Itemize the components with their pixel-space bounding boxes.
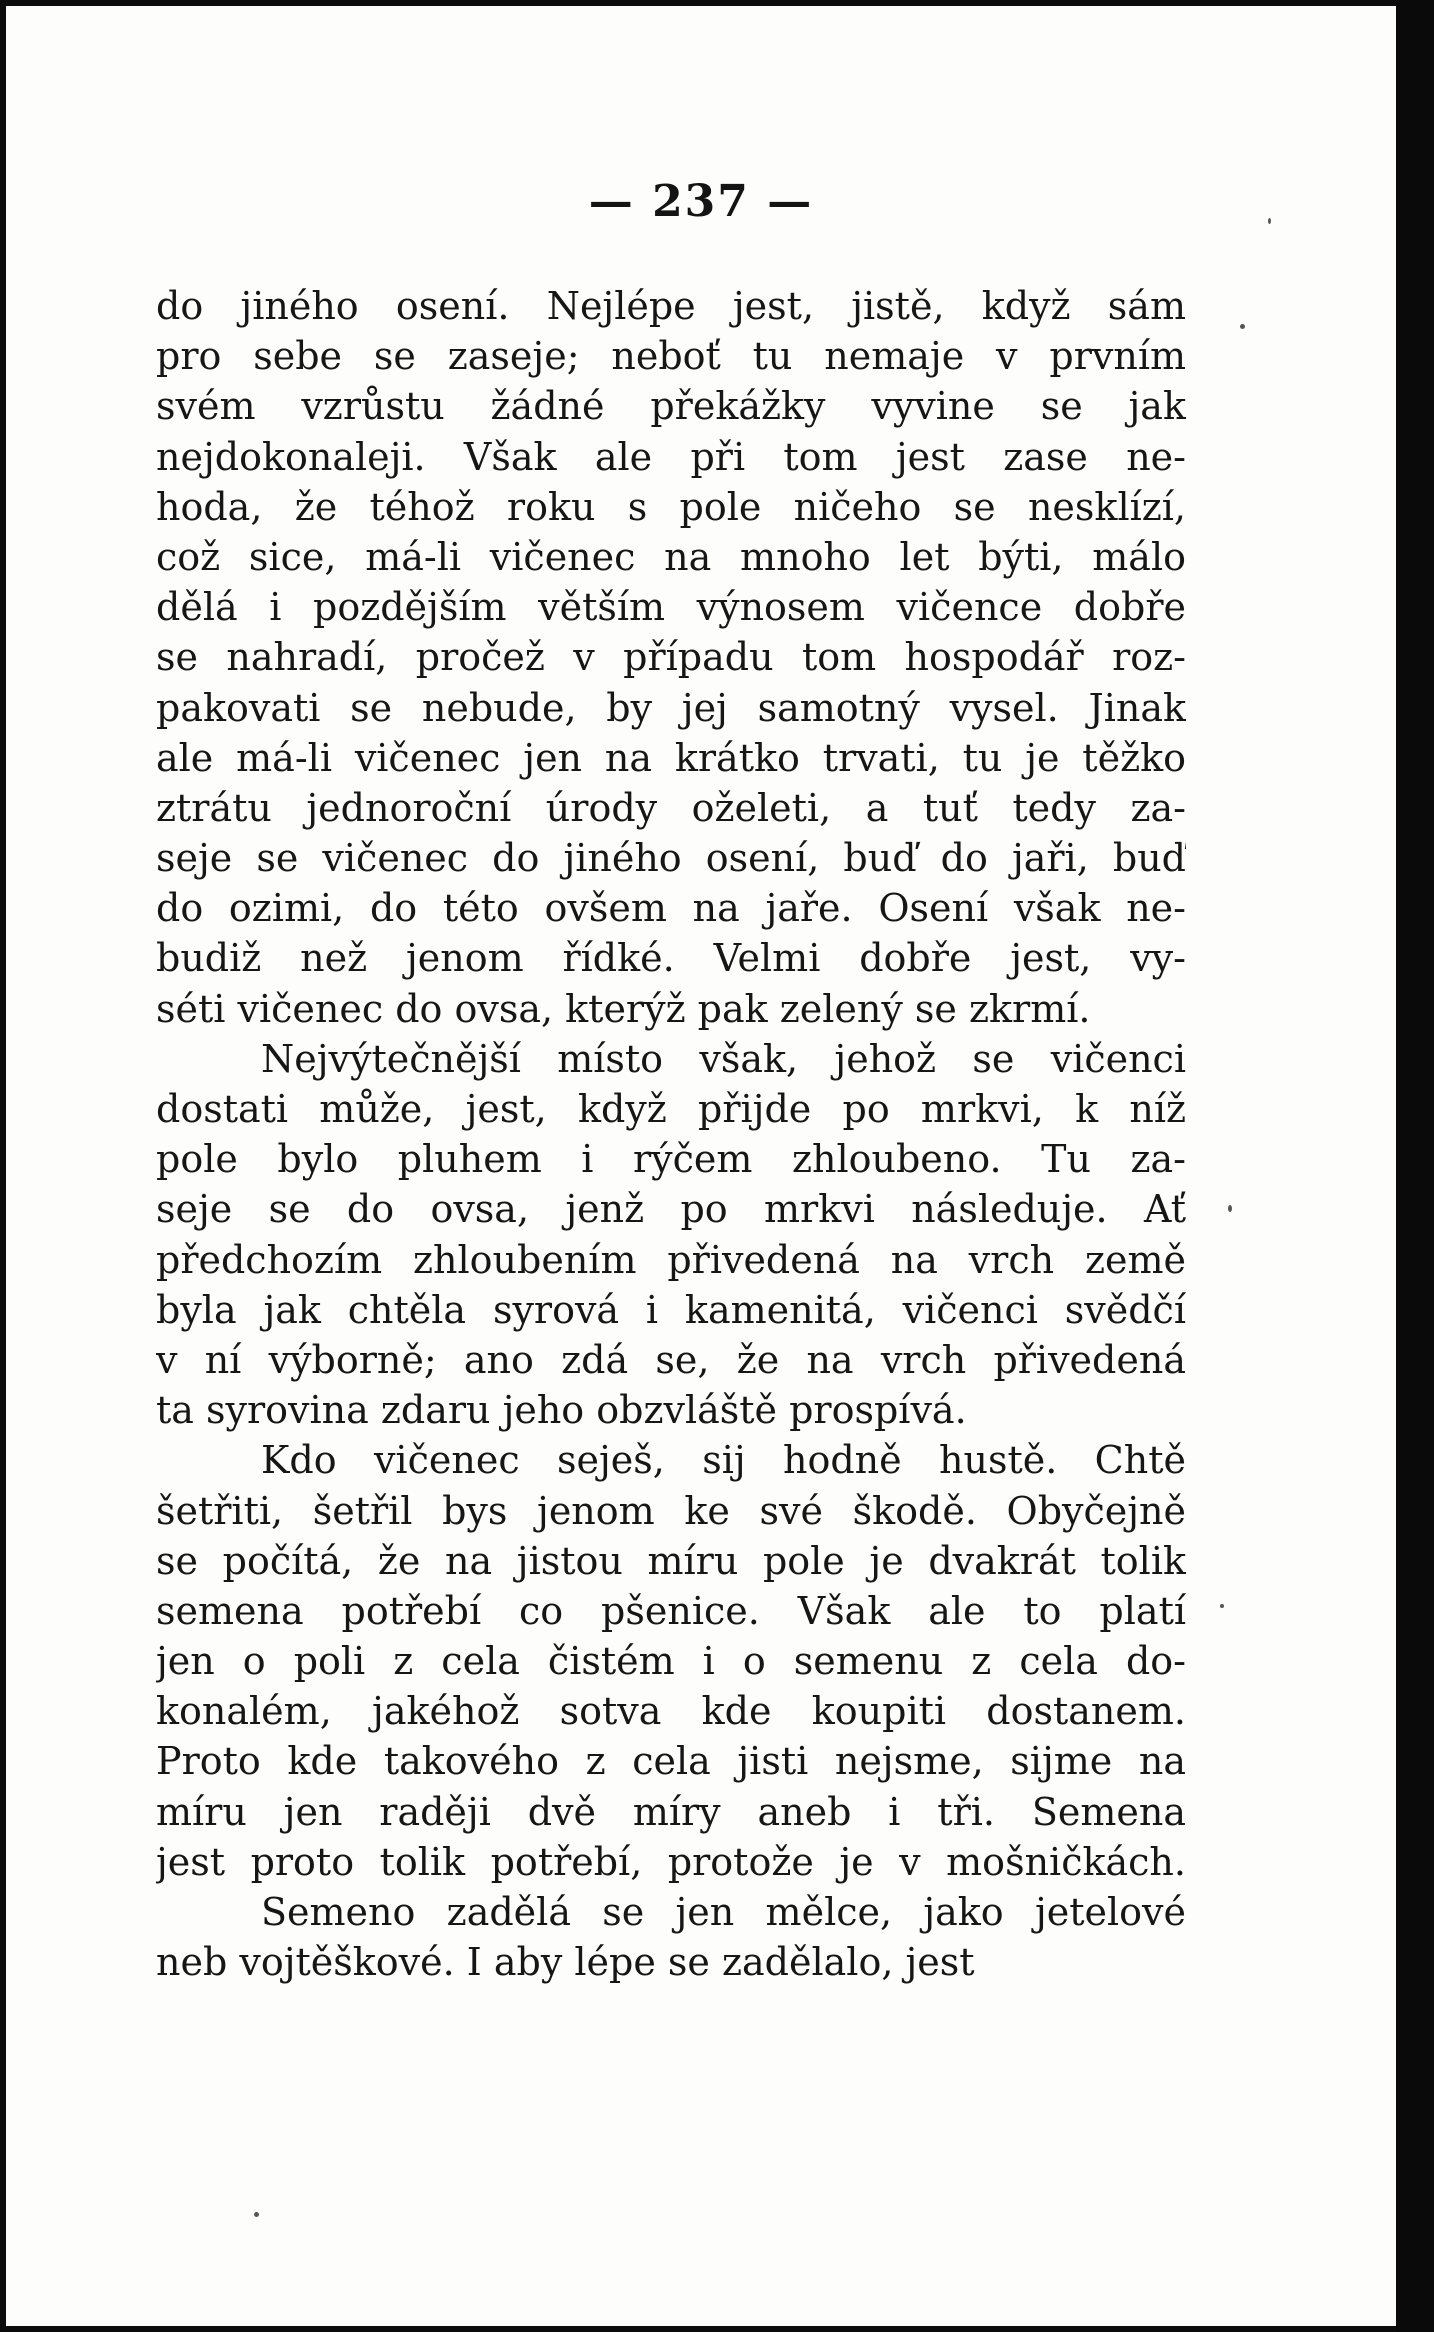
paper-speck <box>1268 218 1271 224</box>
text-line: ta syrovina zdaru jeho obzvláště prospívá. <box>156 1388 967 1433</box>
text-line: dostati může, jest, když přijde po mrkvi, k níž <box>156 1087 1186 1131</box>
paper-speck <box>1228 1205 1232 1212</box>
text-line: což sice, má-li vičenec na mnoho let býti, málo <box>156 534 1186 579</box>
text-line: seje se do ovsa, jenž po mrkvi následuje. Ať <box>156 1187 1186 1232</box>
text-line: ztrátu jednoroční úrody oželeti, a tuť tedy za- <box>156 785 1186 830</box>
text-line: seje se vičenec do jiného osení, buď do jaři, buď <box>156 836 1186 881</box>
body-text <box>156 281 1186 1987</box>
text-line: míru jen raději dvě míry aneb i tři. Semena <box>156 1789 1186 1834</box>
text-line: semena potřebí co pšenice. Však ale to platí <box>156 1588 1186 1633</box>
text-line: dělá i pozdějším větším výnosem vičence dobře <box>156 585 1186 630</box>
text-line: šetřiti, šetřil bys jenom ke své škodě. Obyčejně <box>156 1488 1186 1533</box>
text-line: Semeno zadělá se jen mělce, jako jetelové <box>261 1890 1186 1934</box>
text-line: ale má-li vičenec jen na krátko trvati, tu je těžko <box>156 735 1186 780</box>
text-line: séti vičenec do ovsa, kterýž pak zelený se zkrmí. <box>156 986 1091 1031</box>
scan-border <box>1396 0 1434 2332</box>
text-line: Nejvýtečnější místo však, jehož se vičenci <box>261 1036 1186 1081</box>
text-line: nejdokonaleji. Však ale při tom jest zase ne- <box>156 434 1186 479</box>
text-line: svém vzrůstu žádné překážky vyvine se jak <box>156 384 1186 429</box>
text-line: pakovati se nebude, by jej samotný vysel. Jinak <box>156 685 1186 730</box>
text-line: jest proto tolik potřebí, protože je v mošničkách. <box>156 1839 1186 1884</box>
text-line: v ní výborně; ano zdá se, že na vrch přivedená <box>156 1337 1186 1382</box>
text-line: Kdo vičenec seješ, sij hodně hustě. Chtě <box>261 1438 1186 1483</box>
text-line: jen o poli z cela čistém i o semenu z cela do- <box>156 1639 1186 1684</box>
text-line: do ozimi, do této ovšem na jaře. Osení však ne- <box>156 886 1186 931</box>
text-line: pro sebe se zaseje; neboť tu nemaje v prvním <box>156 334 1186 379</box>
paper-speck <box>1220 1604 1224 1608</box>
paper-speck <box>1240 324 1245 329</box>
page-number: — 237 — <box>588 176 814 227</box>
text-line: do jiného osení. Nejlépe jest, jistě, když sám <box>156 284 1186 328</box>
text-line: Proto kde takového z cela jisti nejsme, sijme na <box>156 1739 1186 1784</box>
text-line: neb vojtěškové. I aby lépe se zadělalo, jest <box>156 1940 975 1985</box>
text-line: hoda, že téhož roku s pole ničeho se nesklízí, <box>156 484 1186 529</box>
text-line: předchozím zhloubením přivedená na vrch země <box>156 1237 1186 1282</box>
text-line: se nahradí, pročež v případu tom hospodář roz- <box>156 635 1186 680</box>
paper-speck <box>254 2212 259 2217</box>
text-line: byla jak chtěla syrová i kamenitá, vičenci svědčí <box>156 1287 1186 1332</box>
text-line: se počítá, že na jistou míru pole je dvakrát tolik <box>156 1538 1186 1583</box>
text-line: konalém, jakéhož sotva kde koupiti dostanem. <box>156 1689 1186 1734</box>
book-page <box>6 6 1396 2326</box>
text-line: pole bylo pluhem i rýčem zhloubeno. Tu za- <box>156 1137 1186 1182</box>
text-line: budiž než jenom řídké. Velmi dobře jest, vy- <box>156 936 1186 981</box>
